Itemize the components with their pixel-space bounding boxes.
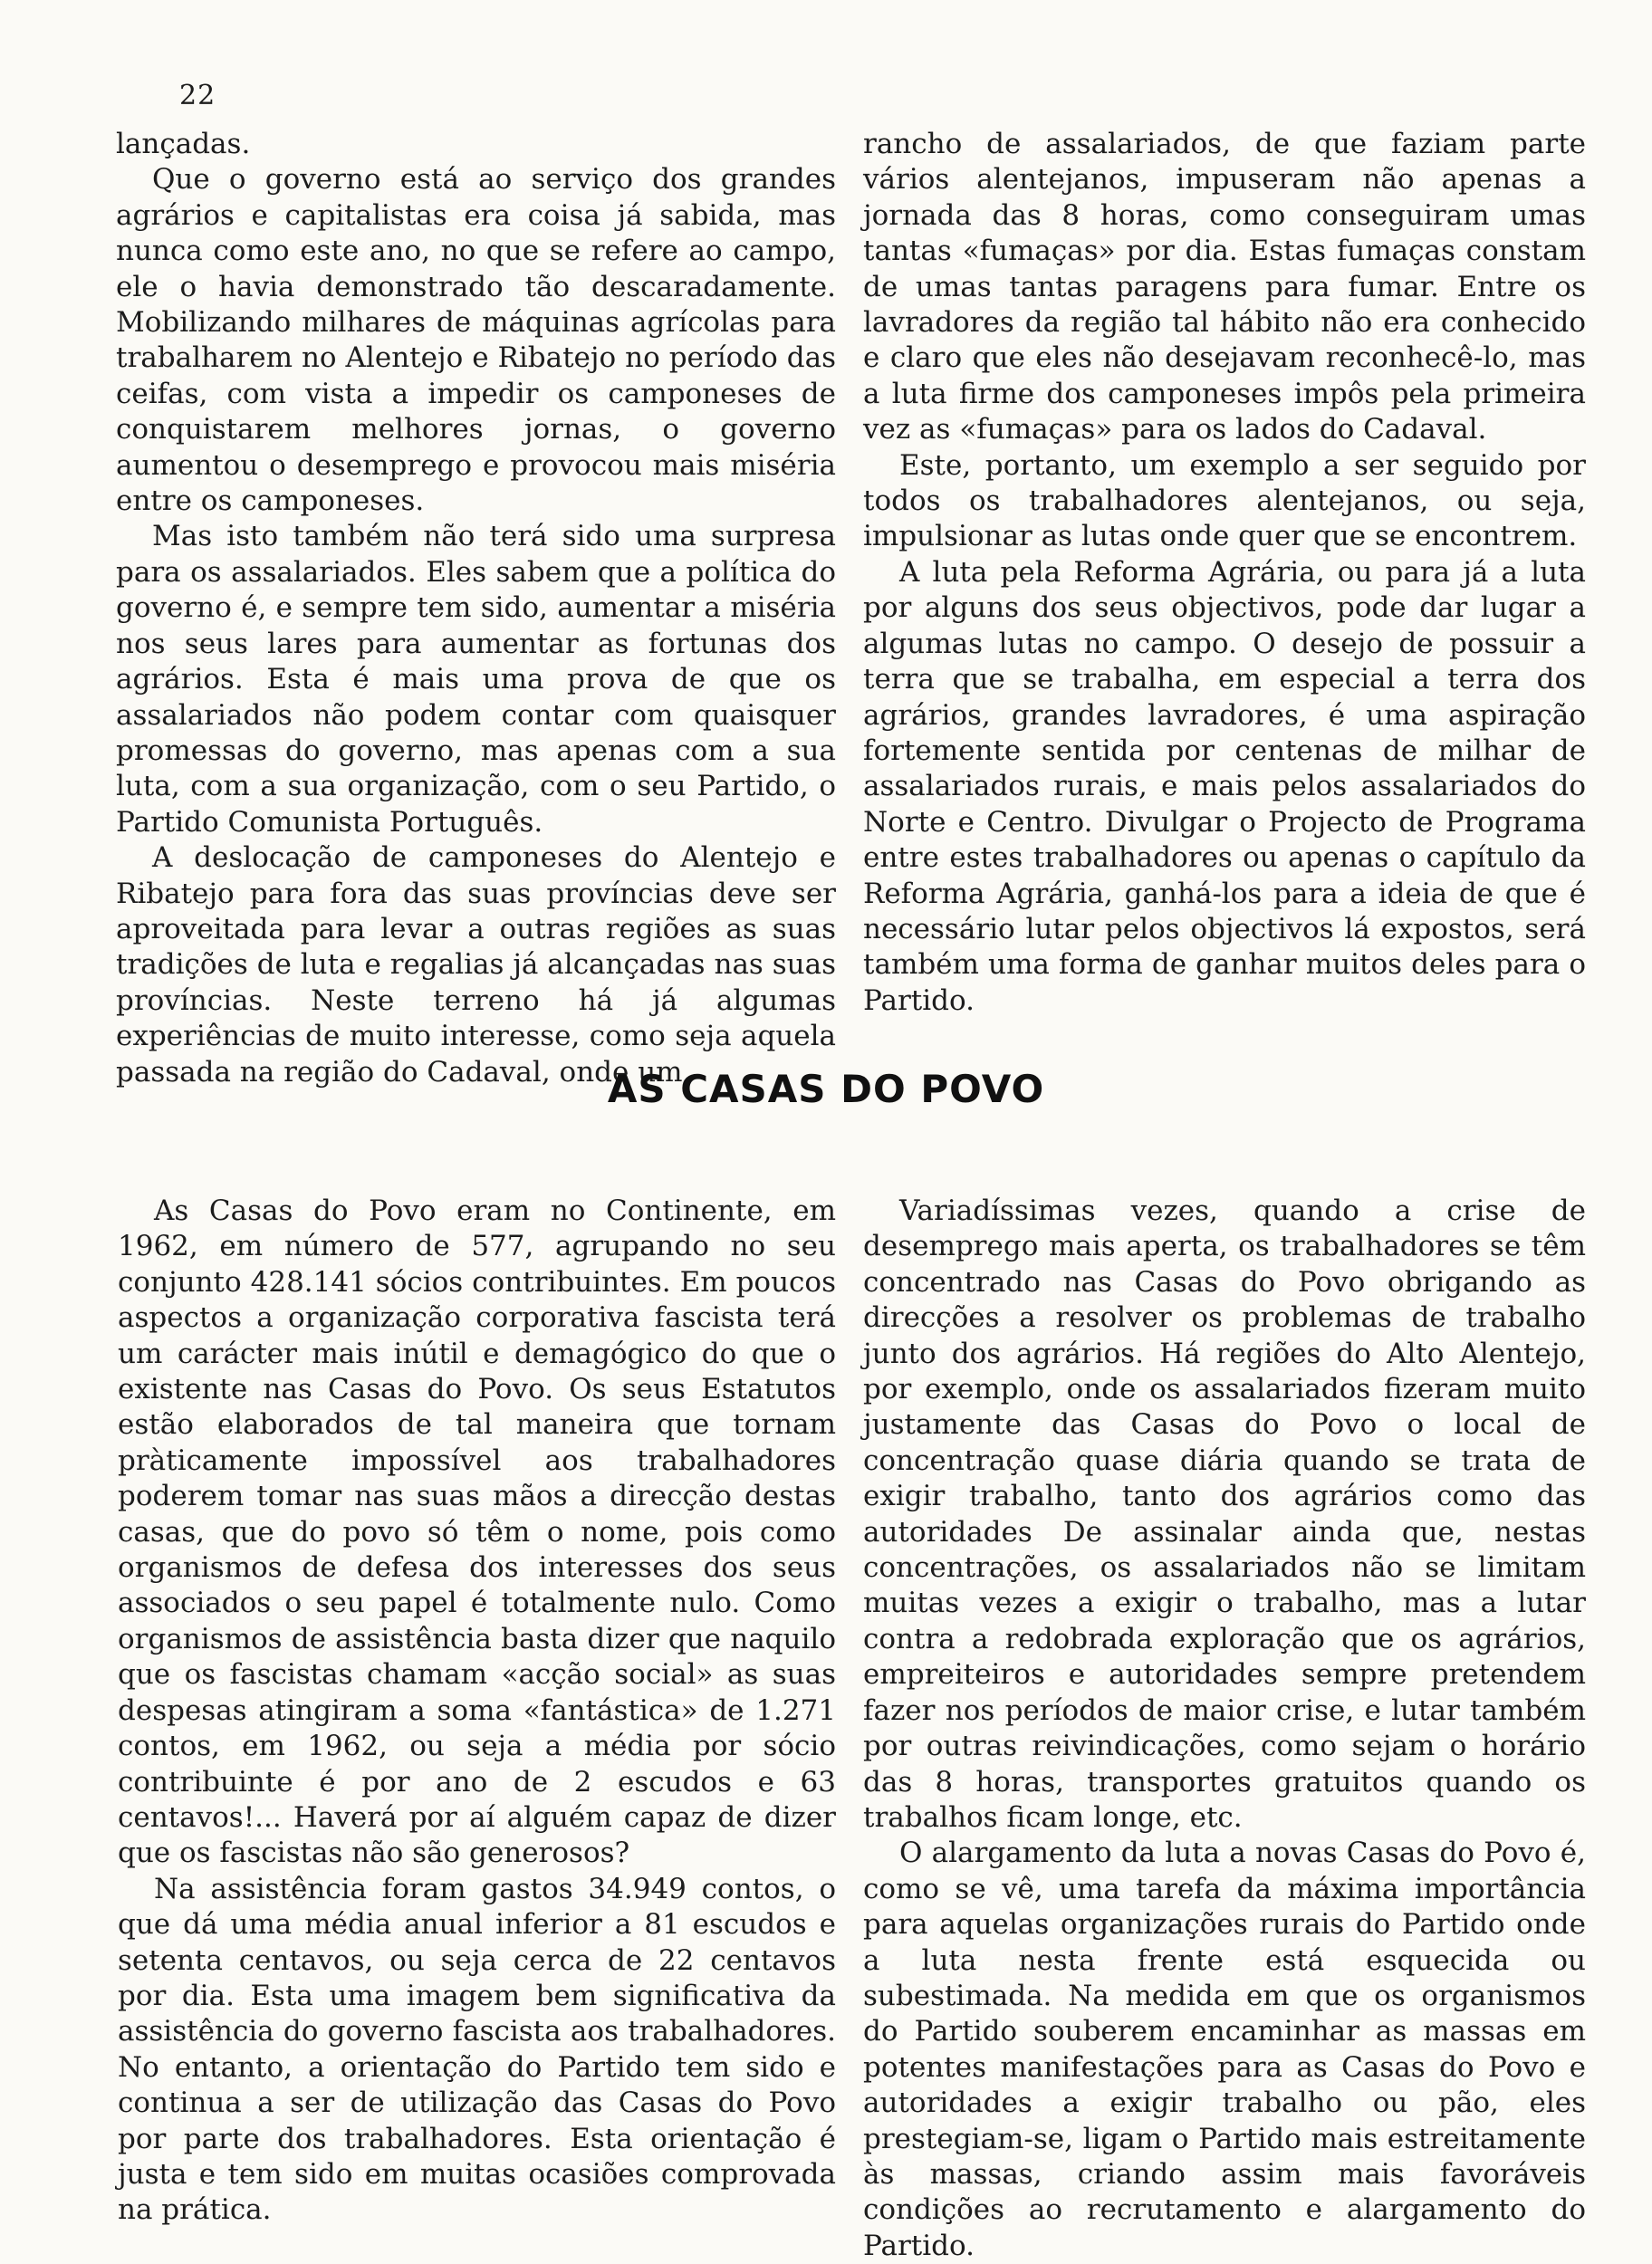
- paragraph: Variadíssimas vezes, quando a crise de desemprego mais aperta, os trabalhadores se têm concentrado nas Casas do Povo obrigando as direcções a resolver os problemas de trabalho junto dos agrários. Há regiões do Alto Alentejo, por exemplo, onde os assalariados fizeram muito justamente das Casas do Povo o local de concentração quase diária quando se trata de exigir trabalho, tanto dos agrários como das autoridades De assinalar ainda que, nestas concentrações, os assalariados não se limitam muitas vezes a exigir o trabalho, mas a lutar contra a redobrada exploração que os agrários, empreiteiros e autoridades sempre pretendem fazer nos períodos de maior crise, e lutar também por outras reivindicações, como sejam o horário das 8 horas, transportes gratuitos quando os trabalhos ficam longe, etc.: [863, 1194, 1586, 1834]
- paragraph: As Casas do Povo eram no Continente, em 1962, em número de 577, agrupando no seu conjunto 428.141 sócios contribuintes. Em poucos aspectos a organização corporativa fascista terá um carácter mais inútil e demagógico do que o existente nas Casas do Povo. Os seus Estatutos estão elaborados de tal maneira que tornam pràticamente impossível aos trabalhadores poderem tomar nas suas mãos a direcção destas casas, que do povo só têm o nome, pois como organismos de defesa dos interesses dos seus associados o seu papel é totalmente nulo. Como organismos de assistência basta dizer que naquilo que os fascistas chamam «acção social» as suas despesas atingiram a soma «fantástica» de 1.271 contos, em 1962, ou seja a média por sócio contribuinte é por ano de 2 escudos e 63 centavos!... Haverá por aí alguém capaz de dizer que os fascistas não são generosos?: [118, 1194, 836, 1870]
- article1-right-column: [863, 127, 1586, 1019]
- paragraph: Que o governo está ao serviço dos grandes agrários e capitalistas era coisa já sabida, mas nunca como este ano, no que se refere ao campo, ele o havia demonstrado tão descaradamente. Mobilizando milhares de máquinas agrícolas para trabalharem no Alentejo e Ribatejo no período das ceifas, com vista a impedir os camponeses de conquistarem melhores jornas, o governo aumentou o desemprego e provocou mais miséria entre os camponeses.: [116, 163, 836, 518]
- paragraph: A deslocação de camponeses do Alentejo e Ribatejo para fora das suas províncias deve ser aproveitada para levar a outras regiões as suas tradições de luta e regalias já alcançadas nas suas províncias. Neste terreno há já algumas experiências de muito interesse, como seja aquela passada na região do Cadaval, onde um: [116, 841, 836, 1089]
- paragraph: Na assistência foram gastos 34.949 contos, o que dá uma média anual inferior a 81 escudos e setenta centavos, ou seja cerca de 22 centavos por dia. Esta uma imagem bem significativa da assistência do governo fascista aos trabalhadores. No entanto, a orientação do Partido tem sido e continua a ser de utilização das Casas do Povo por parte dos trabalhadores. Esta orientação é justa e tem sido em muitas ocasiões comprovada na prática.: [118, 1872, 836, 2227]
- paragraph: rancho de assalariados, de que faziam parte vários alentejanos, impuseram não apenas a jornada das 8 horas, como conseguiram umas tantas «fumaças» por dia. Estas fumaças constam de umas tantas paragens para fumar. Entre os lavradores da região tal hábito não era conhecido e claro que eles não desejavam reconhecê-lo, mas a luta firme dos camponeses impôs pela primeira vez as «fumaças» para os lados do Cadaval.: [863, 128, 1586, 446]
- article-heading: AS CASAS DO POVO: [607, 1067, 1045, 1111]
- paragraph: Este, portanto, um exemplo a ser seguido por todos os trabalhadores alentejanos, ou seja, impulsionar as lutas onde quer que se encontrem.: [863, 448, 1586, 553]
- paragraph: Mas isto também não terá sido uma surpresa para os assalariados. Eles sabem que a política do governo é, e sempre tem sido, aumentar a miséria nos seus lares para aumentar as fortunas dos agrários. Esta é mais uma prova de que os assalariados não podem contar com quaisquer promessas do governo, mas apenas com a sua luta, com a sua organização, com o seu Partido, o Partido Comunista Português.: [116, 520, 836, 839]
- article2-right-column: [863, 1194, 1586, 2264]
- article1-left-column: [116, 127, 836, 1090]
- article2-left-column: [118, 1194, 836, 2229]
- paragraph: lançadas.: [116, 128, 251, 160]
- page-number: 22: [179, 80, 216, 111]
- paragraph: A luta pela Reforma Agrária, ou para já a luta por alguns dos seus objectivos, pode dar lugar a algumas lutas no campo. O desejo de possuir a terra que se trabalha, em especial a terra dos agrários, grandes lavradores, é uma aspiração fortemente sentida por centenas de milhar de assalariados rurais, e mais pelos assalariados do Norte e Centro. Divulgar o Projecto de Programa entre estes trabalhadores ou apenas o capítulo da Reforma Agrária, ganhá-los para a ideia de que é necessário lutar pelos objectivos lá expostos, será também uma forma de ganhar muitos deles para o Partido.: [863, 555, 1586, 1017]
- paragraph: O alargamento da luta a novas Casas do Povo é, como se vê, uma tarefa da máxima importância para aquelas organizações rurais do Partido onde a luta nesta frente está esquecida ou subestimada. Na medida em que os organismos do Partido souberem encaminhar as massas em potentes manifestações para as Casas do Povo e autoridades a exigir trabalho ou pão, eles prestegiam-se, ligam o Partido mais estreitamente às massas, criando assim mais favoráveis condições ao recrutamento e alargamento do Partido.: [863, 1837, 1586, 2262]
